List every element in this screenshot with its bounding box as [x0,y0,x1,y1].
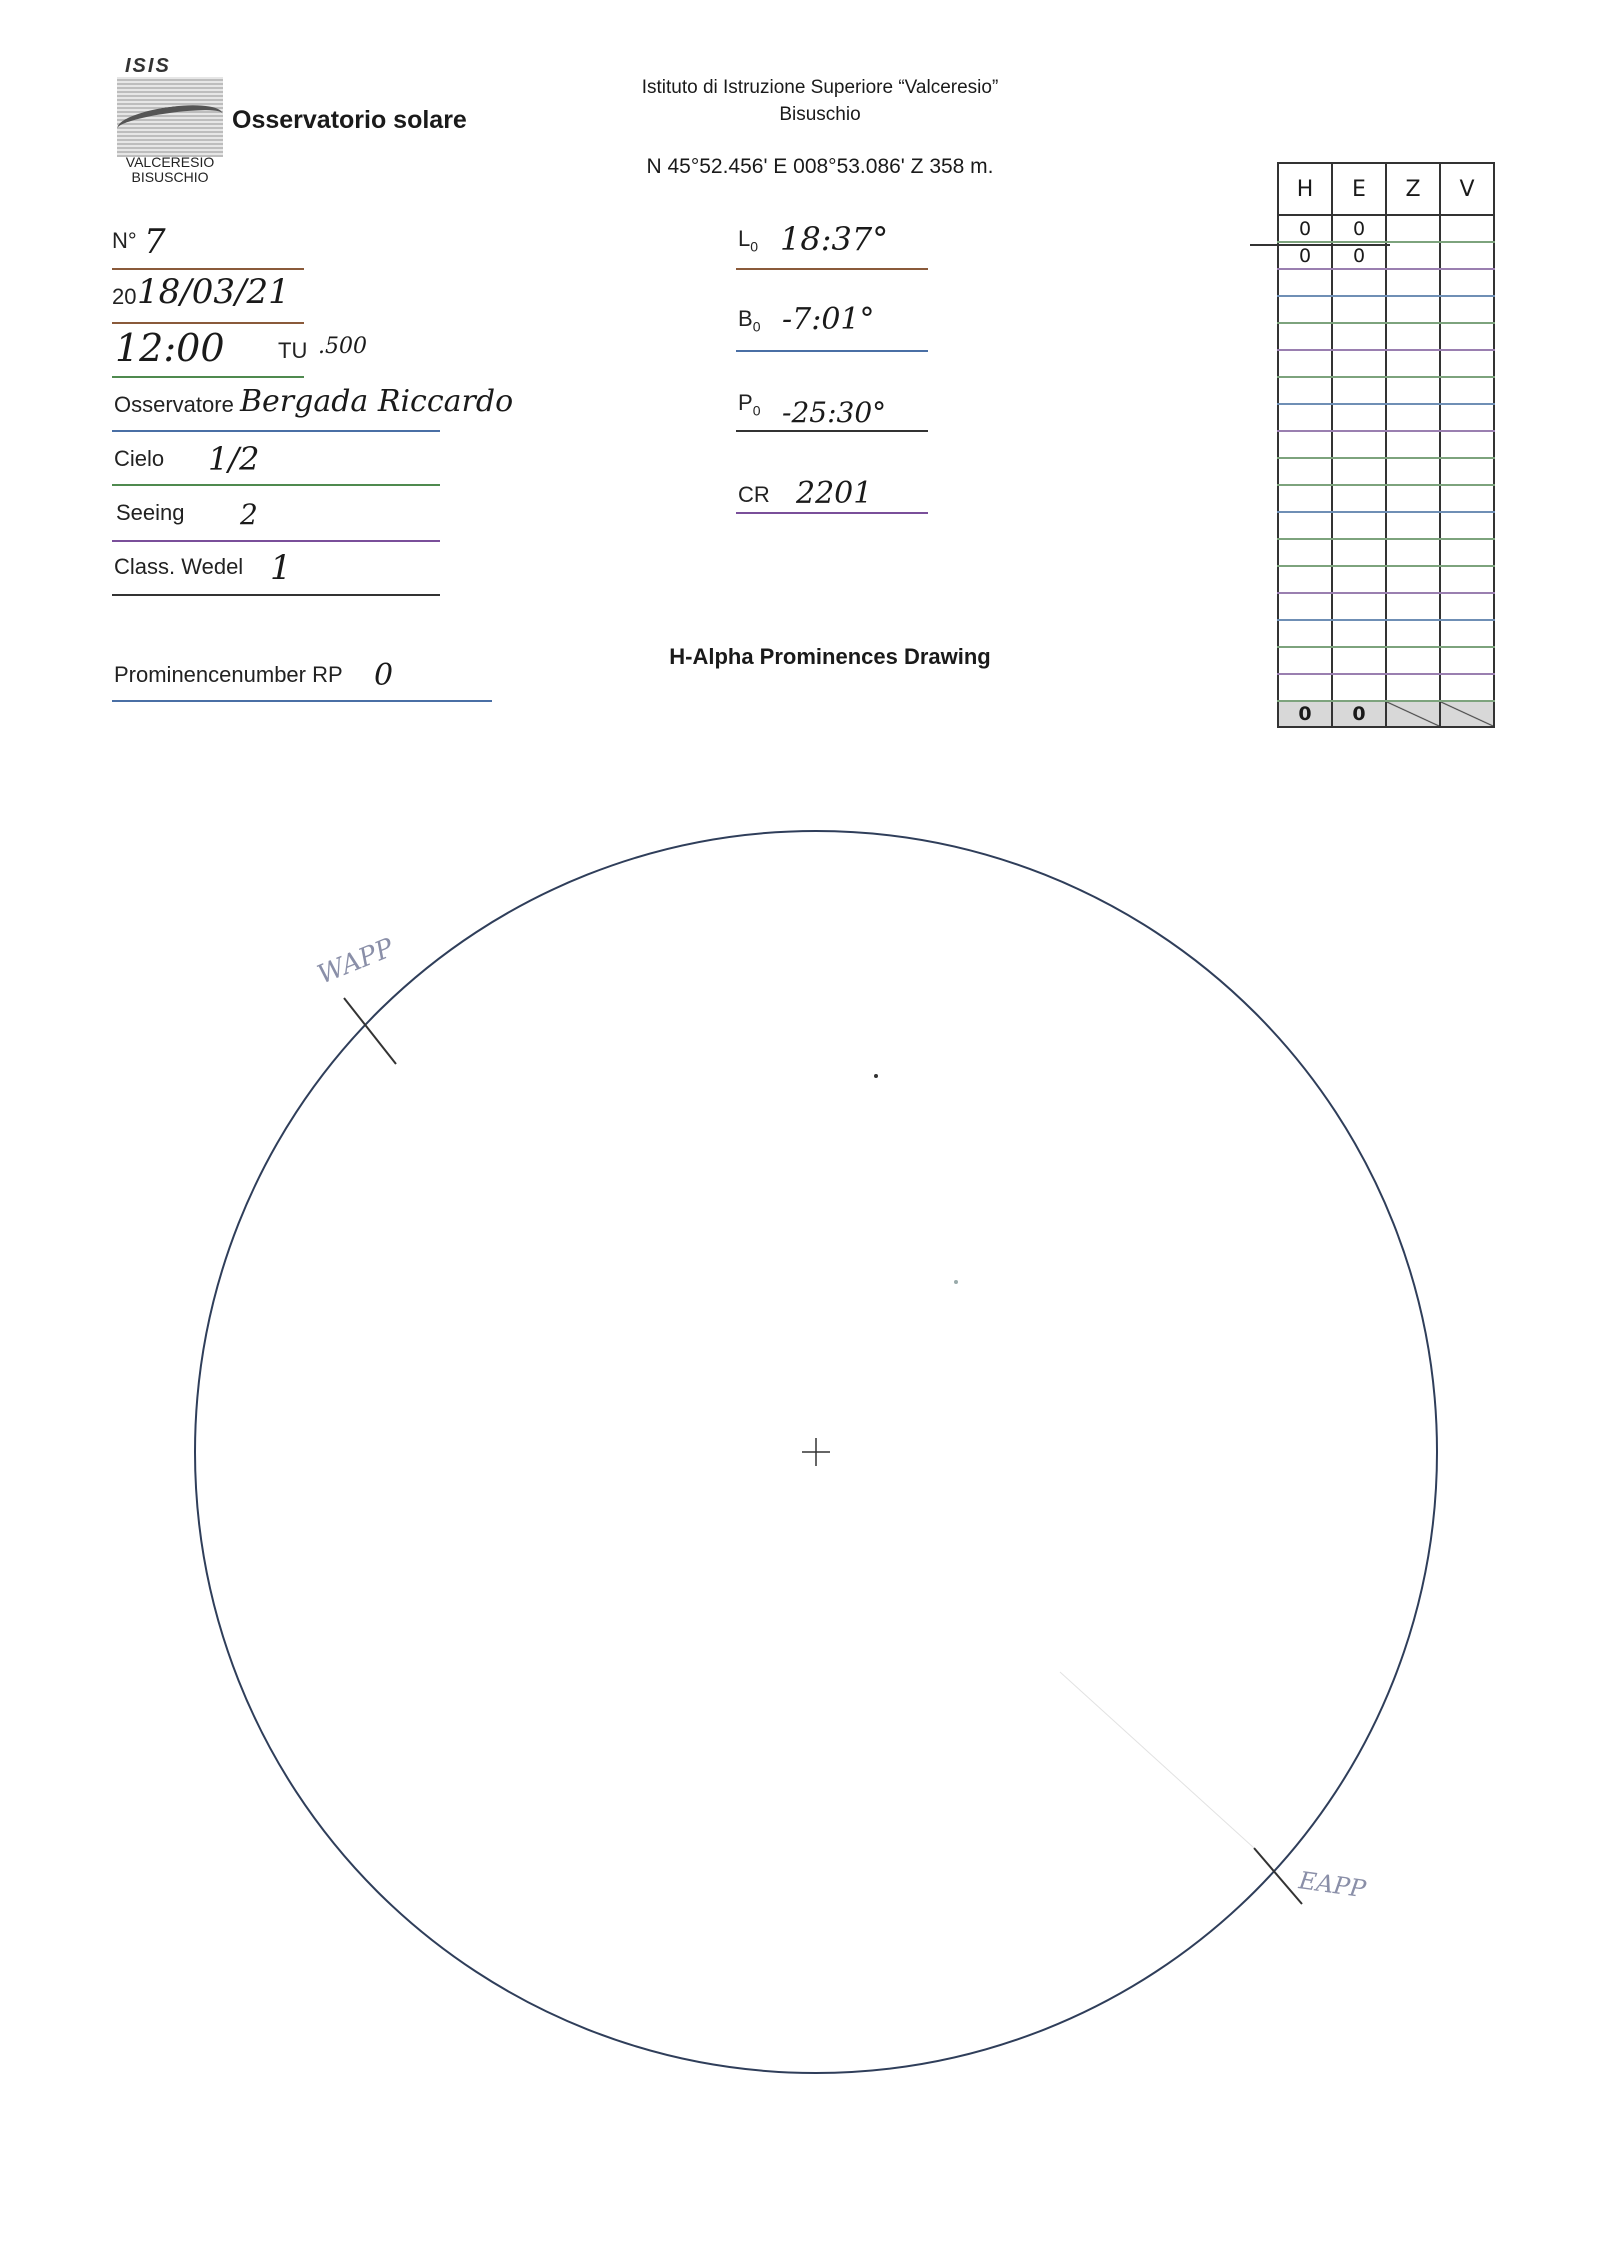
observer-value: Bergada Riccardo [240,384,514,419]
tu-value: .500 [318,334,367,359]
observer-label: Osservatore [114,392,234,417]
faint-guide-line [1060,1672,1254,1848]
wedel-label: Class. Wedel [114,554,244,579]
time-value: 12:00 [115,326,225,370]
seeing-value: 2 [240,498,258,531]
west-label: WAPP [313,933,399,991]
institute-name: Istituto di Istruzione Superiore “Valceresio” [641,77,999,98]
institute-town: Bisuschio [779,104,861,125]
disk-speck [954,1280,958,1284]
l0-label: $L_0$ [738,226,759,255]
summary-header-cell: V [1440,163,1494,215]
logo-wordmark: ISIS [125,55,171,77]
west-limb-tick [344,998,396,1064]
cr-label: CR [738,482,770,507]
summary-cell: 0 [1332,242,1386,269]
summary-cell: 0 [1278,215,1332,242]
cr-value: 2201 [796,476,873,511]
l0-value: 18:37° [780,220,889,258]
east-label: EAPP [1297,1866,1368,1904]
summary-cell: 0 [1278,242,1332,269]
number-label: N° [112,228,137,253]
prominence-label: Prominencenumber RP [114,662,343,687]
summary-header-cell: E [1332,163,1386,215]
observatory-title: Osservatorio solare [232,106,467,134]
summary-header-cell: H [1278,163,1332,215]
b0-label: $B_0$ [738,306,761,335]
wedel-value: 1 [270,548,292,588]
seeing-label: Seeing [116,500,185,525]
summary-total-cell: 0 [1278,701,1332,727]
logo-caption-line2: BISUSCHIO [131,169,209,185]
summary-cell: 0 [1332,215,1386,242]
logo-caption-line1: VALCERESIO [125,154,215,170]
drawing-title: H-Alpha Prominences Drawing [669,644,991,669]
summary-total-cell: 0 [1332,701,1386,727]
disk-speck [874,1074,878,1078]
summary-header-cell: Z [1386,163,1440,215]
p0-value: -25:30° [782,396,887,429]
prominence-value: 0 [374,658,394,693]
date-value: 18/03/21 [137,272,290,312]
sky-label: Cielo [114,446,165,471]
east-limb-tick [1254,1848,1302,1904]
b0-value: -7:01° [782,302,875,337]
tu-label: TU [278,338,308,363]
p0-label: $P_0$ [738,390,761,419]
date-prefix: 20 [112,284,137,309]
observatory-coordinates: N 45°52.456' E 008°53.086' Z 358 m. [646,155,994,178]
number-value: 7 [144,222,166,262]
sky-value: 1/2 [208,440,260,478]
